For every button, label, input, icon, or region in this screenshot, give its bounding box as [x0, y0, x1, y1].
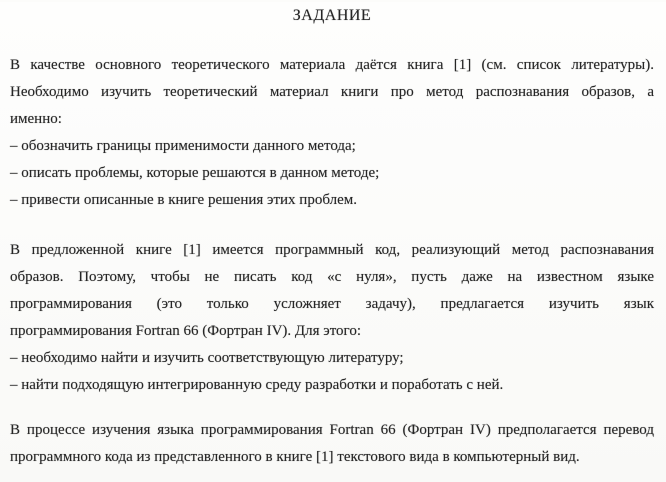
list-item: – обозначить границы применимости данного метода; — [10, 138, 356, 154]
text-line: В предложенной книге [1] имеется программный код, реализующий метод распознавания — [10, 242, 654, 258]
list-item: – найти подходящую интегрированную среду разработки и поработать с ней. — [10, 377, 504, 393]
text-line: В процессе изучения языка программирования Fortran 66 (Фортран IV) предполагается перевод — [10, 422, 654, 438]
text-line: программирования (это только усложняет задачу), предлагается изучить язык — [10, 296, 654, 312]
list-fortran-tasks — [10, 345, 654, 399]
text-line: именно: — [10, 111, 62, 127]
list-item: – привести описанные в книге решения этих проблем. — [10, 192, 357, 208]
list-item: – необходимо найти и изучить соответствующую литературу; — [10, 350, 404, 366]
text-line: В качестве основного теоретического материала даётся книга [1] (см. список литературы). — [10, 57, 654, 73]
text-line: образов. Поэтому, чтобы не писать код «с нуля», пусть даже на известном языке — [10, 269, 654, 285]
paragraph-intro — [10, 52, 654, 133]
document-title: ЗАДАНИЕ — [292, 7, 372, 24]
paragraph-translation — [10, 417, 654, 471]
document-page — [0, 2, 666, 482]
text-line: программирования Fortran 66 (Фортран IV). Для этого: — [10, 323, 362, 339]
text-line: программного кода из представленного в книге [1] текстового вида в компьютерный вид. — [10, 449, 580, 465]
text-line: Необходимо изучить теоретический материал книги про метод распознавания образов, а — [10, 84, 654, 100]
paragraph-fortran — [10, 237, 654, 345]
list-item: – описать проблемы, которые решаются в данном методе; — [10, 165, 380, 181]
list-method-tasks — [10, 133, 654, 214]
